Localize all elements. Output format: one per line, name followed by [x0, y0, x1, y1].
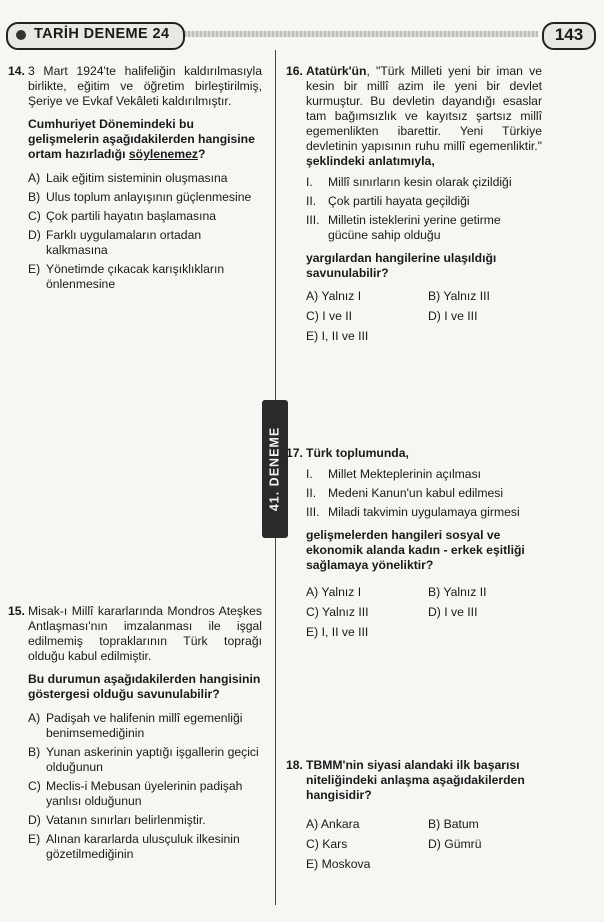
- option-text: I ve III: [444, 605, 478, 619]
- option-text: Yalnız II: [443, 585, 487, 599]
- prompt-end: ?: [198, 147, 206, 161]
- option-letter: E): [28, 262, 41, 276]
- item-roman: I.: [306, 467, 313, 481]
- item-text: Millî sınırların kesin olarak çizildiği: [328, 175, 512, 189]
- option-letter: C): [306, 605, 319, 619]
- question-number: 14.: [8, 64, 25, 78]
- option-text: Yalnız III: [443, 289, 490, 303]
- option-letter: D): [428, 309, 441, 323]
- question-stem: Türk toplumunda,: [306, 446, 409, 460]
- item-ii: [306, 486, 542, 501]
- stem-lead: şeklindeki anlatımıyla,: [306, 154, 435, 168]
- item-text: Miladi takvimin uygulamaya girmesi: [328, 505, 520, 519]
- header-title-text: TARİH DENEME 24: [34, 26, 170, 42]
- option-text: Moskova: [321, 857, 371, 871]
- question-14: [8, 64, 262, 296]
- answer-options: [306, 585, 542, 640]
- header-rule: [156, 31, 538, 37]
- option-letter: E): [306, 857, 319, 871]
- option-text: Ankara: [320, 817, 360, 831]
- answer-options: [28, 171, 262, 292]
- question-18: [286, 758, 542, 872]
- option-letter: B): [428, 289, 441, 303]
- option-letter: E): [28, 832, 41, 846]
- option-b[interactable]: [428, 289, 538, 304]
- item-text: Çok partili hayata geçildiği: [328, 194, 470, 208]
- option-text: Alınan kararlarda ulusçuluk ilkesinin gözetilmediğinin: [46, 832, 240, 861]
- question-number: 15.: [8, 604, 25, 618]
- question-stem: [306, 64, 542, 169]
- option-text: Yalnız I: [321, 585, 362, 599]
- option-letter: A): [28, 711, 41, 725]
- item-text: Millet Mekteplerinin açılması: [328, 467, 482, 481]
- option-letter: B): [428, 585, 441, 599]
- option-text: I ve III: [444, 309, 478, 323]
- page-header: [6, 22, 598, 46]
- option-d[interactable]: [28, 813, 262, 828]
- answer-options: [28, 711, 262, 862]
- option-text: Batum: [443, 817, 479, 831]
- item-roman: III.: [306, 505, 320, 519]
- roman-items: [306, 175, 542, 243]
- option-e[interactable]: [306, 857, 428, 872]
- option-letter: B): [28, 745, 41, 759]
- option-text: Yalnız I: [321, 289, 362, 303]
- question-prompt: [28, 117, 262, 162]
- option-text: Laik eğitim sisteminin oluşmasına: [46, 171, 228, 185]
- option-letter: A): [306, 289, 319, 303]
- option-b[interactable]: [428, 585, 538, 600]
- option-text: Yalnız III: [322, 605, 369, 619]
- option-letter: C): [28, 779, 41, 793]
- option-text: Gümrü: [444, 837, 482, 851]
- stem-subject: Atatürk'ün: [306, 64, 367, 78]
- option-text: Yunan askerinin yaptığı işgallerin geçici olduğunun: [46, 745, 259, 774]
- option-letter: C): [306, 837, 319, 851]
- option-e[interactable]: [28, 262, 262, 292]
- option-text: Meclis-i Mebusan üyelerinin padişah yanlısı olduğunun: [46, 779, 243, 808]
- option-c[interactable]: [306, 309, 428, 324]
- option-text: Kars: [322, 837, 348, 851]
- question-prompt: yargılardan hangilerine ulaşıldığı savunulabilir?: [306, 251, 497, 280]
- option-e[interactable]: [28, 832, 262, 862]
- option-c[interactable]: [306, 605, 428, 620]
- item-roman: I.: [306, 175, 313, 189]
- side-tab-label: 41. DENEME: [267, 426, 282, 512]
- question-17: [286, 446, 542, 640]
- answer-options: [306, 817, 542, 872]
- option-c[interactable]: [28, 779, 262, 809]
- option-letter: B): [428, 817, 441, 831]
- option-letter: A): [306, 817, 319, 831]
- option-text: Yönetimde çıkacak karışıklıkların önlenmesine: [46, 262, 225, 291]
- option-b[interactable]: [28, 190, 262, 205]
- option-letter: E): [306, 625, 319, 639]
- option-a[interactable]: [306, 817, 428, 832]
- option-text: Vatanın sınırları belirlenmiştir.: [46, 813, 206, 827]
- item-i: [306, 175, 542, 190]
- item-ii: [306, 194, 542, 209]
- option-letter: E): [306, 329, 319, 343]
- option-b[interactable]: [428, 817, 538, 832]
- question-prompt: gelişmelerden hangileri sosyal ve ekonomik alanda kadın - erkek eşitliği sağlamaya yöneliktir?: [306, 528, 525, 572]
- item-i: [306, 467, 542, 482]
- question-number: 18.: [286, 758, 303, 772]
- item-roman: II.: [306, 194, 317, 208]
- question-stem: 3 Mart 1924'te halifeliğin kaldırılmasıyla birlikte, eğitim ve öğretim birleştirilmiş, Şeriye ve Evkaf Vekâleti kaldırılmıştır.: [28, 64, 262, 108]
- option-c[interactable]: [306, 837, 428, 852]
- prompt-text: Cumhuriyet Dönemindeki bu gelişmelerin aşağıdakilerden hangisine ortam hazırladığı: [28, 117, 255, 161]
- option-d[interactable]: [428, 605, 538, 620]
- item-text: Medeni Kanun'un kabul edilmesi: [328, 486, 504, 500]
- question-15: [8, 604, 262, 866]
- option-letter: D): [28, 813, 41, 827]
- option-text: Farklı uygulamaların ortadan kalkmasına: [46, 228, 202, 257]
- option-letter: D): [28, 228, 41, 242]
- option-letter: C): [306, 309, 319, 323]
- question-prompt: Bu durumun aşağıdakilerden hangisinin göstergesi olduğu savunulabilir?: [28, 672, 261, 701]
- side-tab: [262, 400, 288, 538]
- prompt-emphasis: söylenemez: [128, 147, 199, 161]
- page-number: 143: [542, 22, 596, 50]
- answer-options: [306, 289, 542, 344]
- option-letter: C): [28, 209, 41, 223]
- option-text: I, II ve III: [321, 625, 369, 639]
- header-title: [6, 22, 185, 50]
- option-e[interactable]: [306, 329, 428, 344]
- roman-items: [306, 467, 542, 520]
- option-b[interactable]: [28, 745, 262, 775]
- item-text: Milletin isteklerini yerine getirme gücüne sahip olduğu: [328, 213, 501, 242]
- option-text: Çok partili hayatın başlamasına: [46, 209, 217, 223]
- question-16: [286, 64, 542, 344]
- option-letter: D): [428, 837, 441, 851]
- option-a[interactable]: [306, 289, 428, 304]
- item-roman: II.: [306, 486, 317, 500]
- question-prompt: TBMM'nin siyasi alandaki ilk başarısı niteliğindeki anlaşma aşağıdakilerden hangisidir?: [306, 758, 525, 802]
- option-c[interactable]: [28, 209, 262, 224]
- item-iii: [306, 213, 542, 243]
- option-a[interactable]: [306, 585, 428, 600]
- option-d[interactable]: [428, 837, 538, 852]
- question-number: 17.: [286, 446, 303, 460]
- option-text: I, II ve III: [321, 329, 369, 343]
- option-a[interactable]: [28, 171, 262, 186]
- option-d[interactable]: [28, 228, 262, 258]
- option-d[interactable]: [428, 309, 538, 324]
- item-iii: [306, 505, 542, 520]
- option-letter: D): [428, 605, 441, 619]
- option-letter: B): [28, 190, 41, 204]
- question-stem: Misak-ı Millî kararlarında Mondros Ateşkes Antlaşması'nın imzalanması ile işgal edilmemiş topraklarının Türk toprağı olduğu kabul edilmiştir.: [28, 604, 262, 663]
- question-number: 16.: [286, 64, 303, 78]
- option-text: Ulus toplum anlayışının güçlenmesine: [46, 190, 252, 204]
- option-text: Padişah ve halifenin millî egemenliği benimsemediğinin: [46, 711, 243, 740]
- option-e[interactable]: [306, 625, 428, 640]
- option-letter: A): [28, 171, 41, 185]
- option-text: I ve II: [322, 309, 353, 323]
- item-roman: III.: [306, 213, 320, 227]
- option-letter: A): [306, 585, 319, 599]
- bullet-icon: [16, 30, 26, 40]
- option-a[interactable]: [28, 711, 262, 741]
- stem-quote: , "Türk Milleti yeni bir iman ve kesin bir millî azim ile yeni bir devlet kurmuştur. Bu devletin dayandığı esaslar tam bağımsızlık ve kayıtsız şartsız millî egemenlikten ibarettir. Yeni Türkiye devletinin yapısının ruhu millî egemenliktir.": [306, 64, 542, 153]
